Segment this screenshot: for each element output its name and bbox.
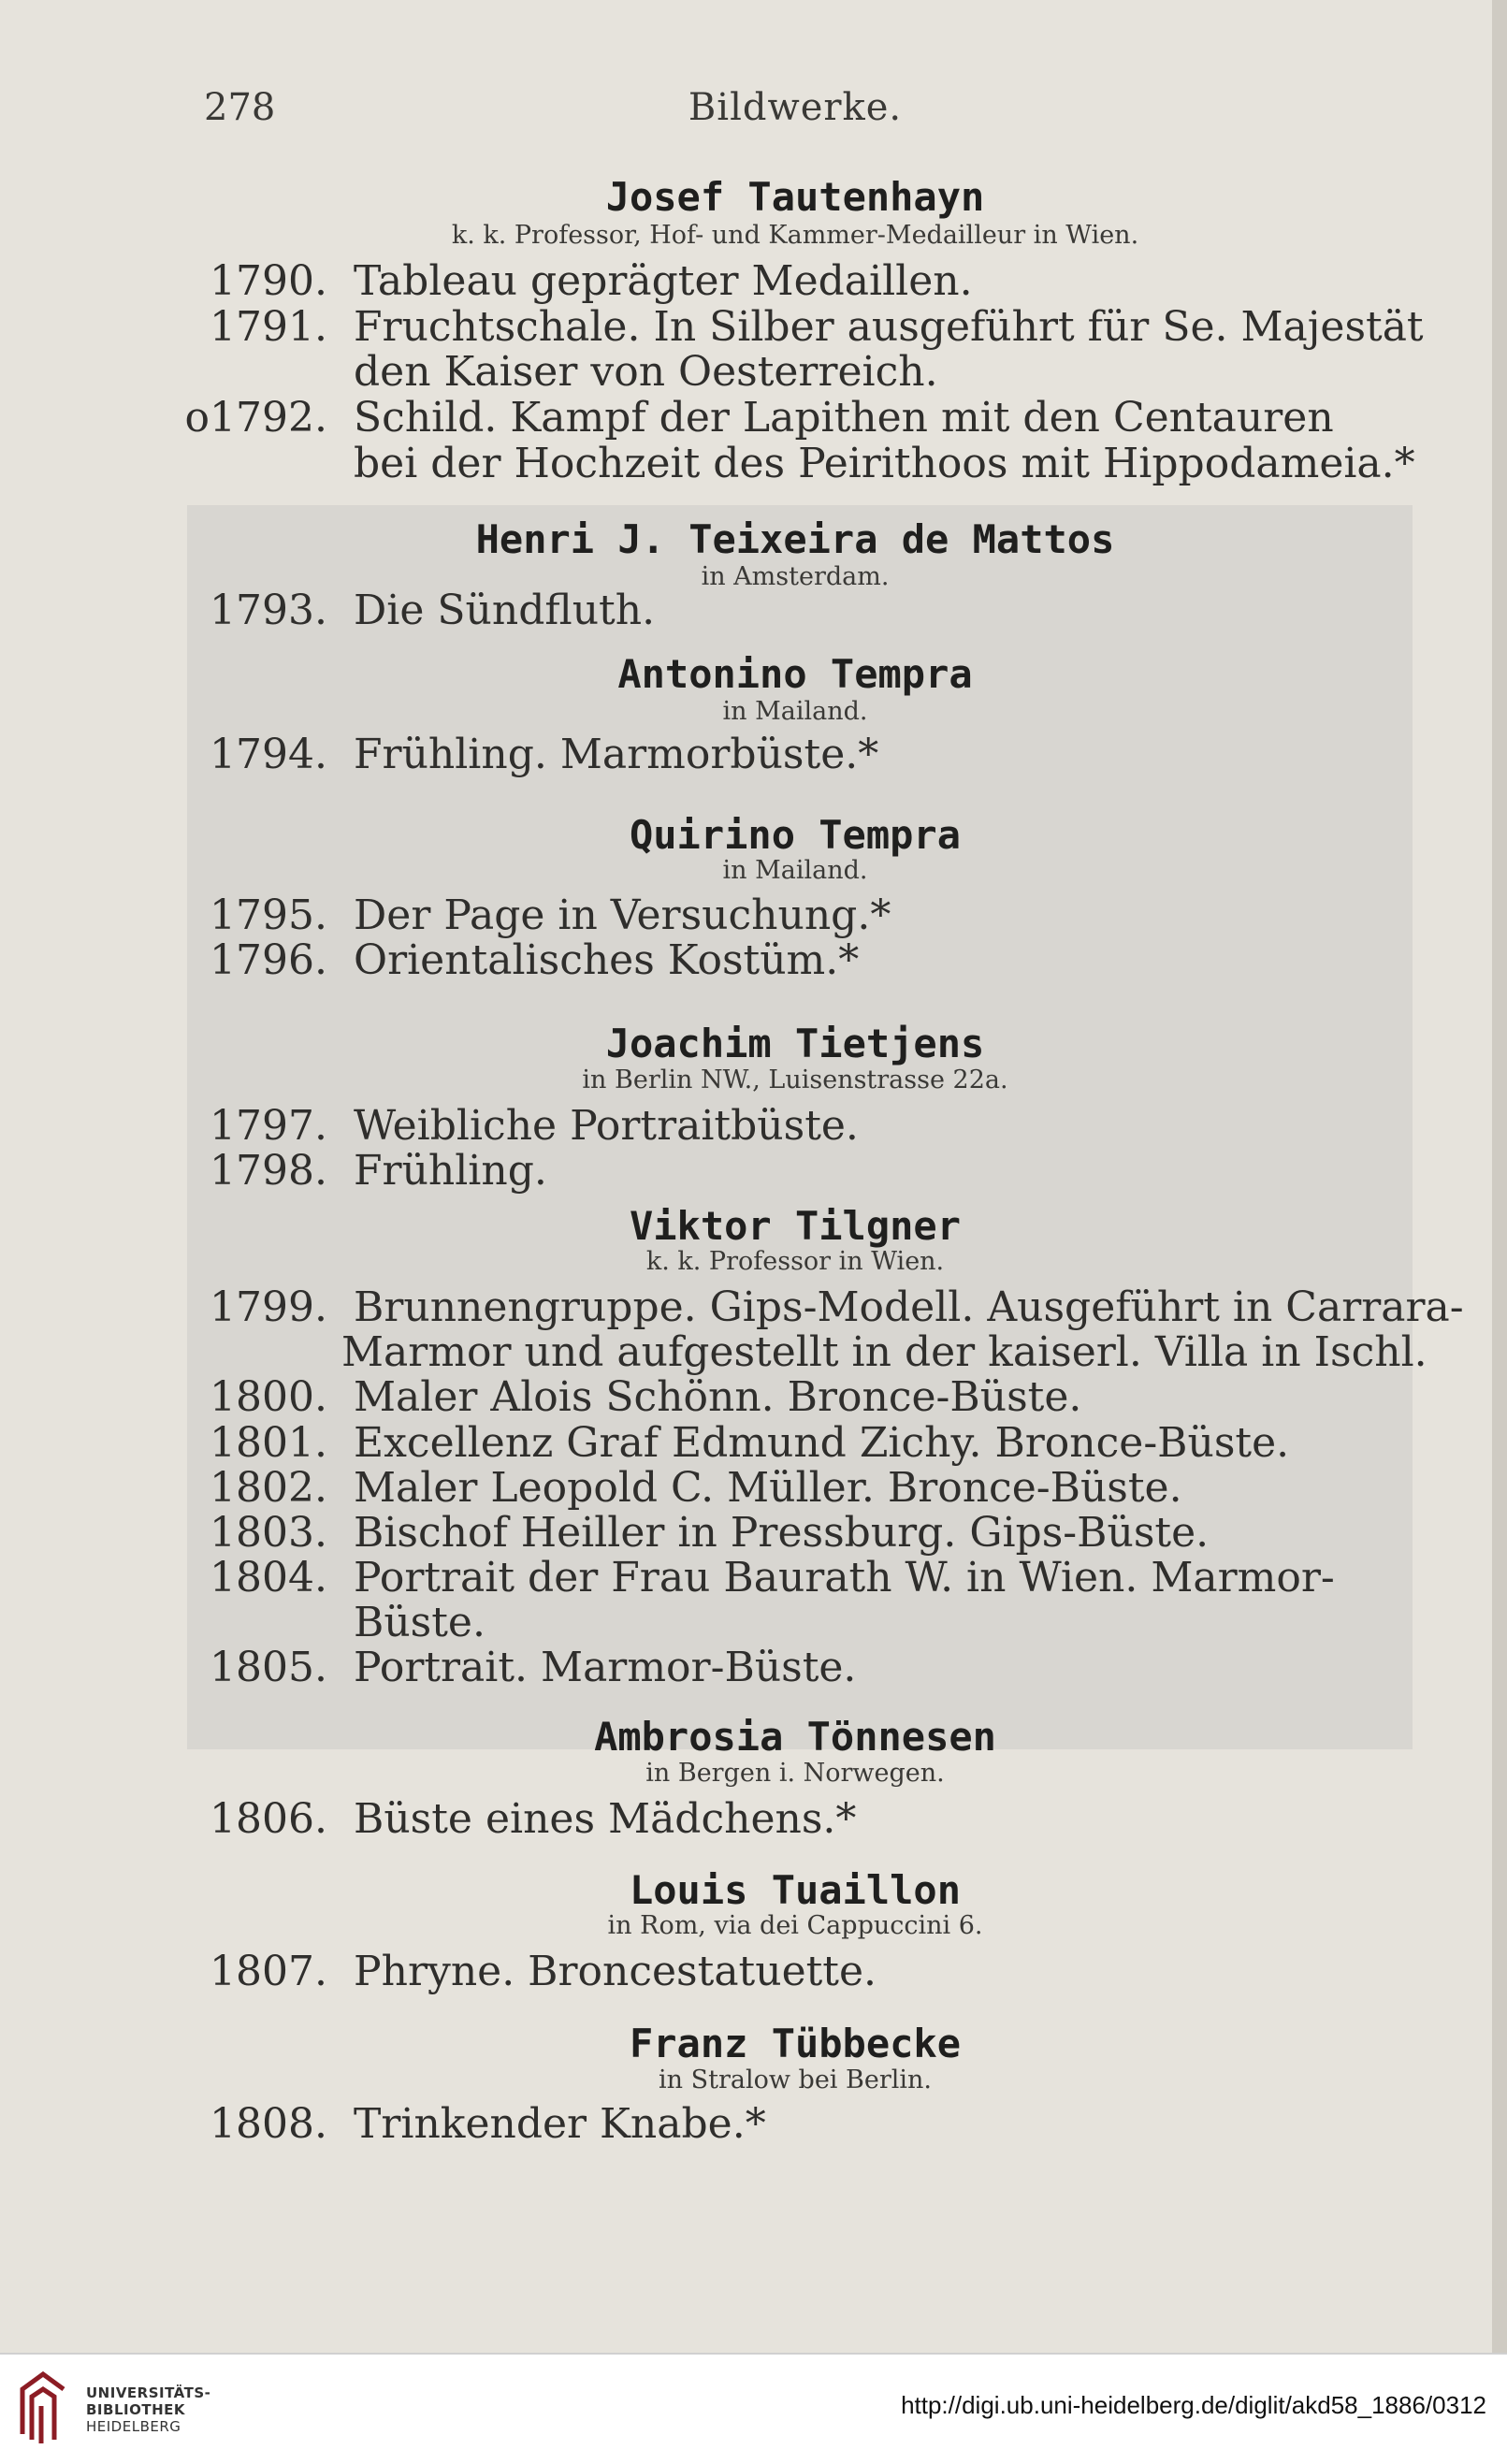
entry-number: 1790. (210, 257, 327, 305)
artist-heading: Louis Tuaillon (629, 1867, 961, 1913)
entry-text: Der Page in Versuchung.* (354, 891, 891, 939)
artist-subtitle: k. k. Professor in Wien. (645, 1247, 945, 1276)
artist-heading: Quirino Tempra (629, 812, 961, 858)
entry-number: 1803. (210, 1509, 327, 1557)
logo-line-1: UNIVERSITÄTS- (86, 2384, 211, 2401)
artist-subtitle: in Amsterdam. (701, 562, 890, 591)
running-title (0, 86, 1507, 129)
artist-heading: Henri J. Teixeira de Mattos (475, 516, 1115, 562)
running-title-text: Bildwerke. (688, 86, 903, 129)
page-gutter (1492, 0, 1507, 2353)
entry-text: Büste eines Mädchens.* (354, 1795, 857, 1843)
page-number: 278 (204, 86, 276, 129)
entry-number: 1797. (210, 1102, 327, 1150)
artist-heading: Joachim Tietjens (605, 1021, 985, 1066)
entry-number: 1808. (210, 2100, 327, 2148)
artist-heading: Josef Tautenhayn (605, 174, 985, 220)
entry-text: Schild. Kampf der Lapithen mit den Centauren (354, 394, 1334, 442)
entry-text: Bischof Heiller in Pressburg. Gips-Büste. (354, 1509, 1210, 1557)
entry-text: Maler Alois Schönn. Bronce-Büste. (354, 1373, 1082, 1421)
entry-text: Orientalisches Kostüm.* (354, 936, 860, 984)
entry-text: Maler Leopold C. Müller. Bronce-Büste. (354, 1464, 1182, 1512)
entry-number: 1804. (210, 1554, 327, 1602)
artist-subtitle: in Mailand. (722, 856, 868, 885)
entry-text: Frühling. Marmorbüste.* (354, 731, 879, 778)
entry-text: Tableau geprägter Medaillen. (354, 257, 973, 305)
entry-number: 1800. (210, 1373, 327, 1421)
entry-number: 1806. (210, 1795, 327, 1843)
entry-text: Phryne. Broncestatuette. (354, 1948, 877, 1995)
source-url-link[interactable]: http://digi.ub.uni-heidelberg.de/diglit/akd58_1886/0312 (901, 2391, 1486, 2419)
artist-subtitle: in Mailand. (722, 697, 868, 726)
entry-number: 1796. (210, 936, 327, 984)
artist-subtitle: in Rom, via dei Cappuccini 6. (607, 1911, 983, 1940)
entry-text: Die Sündfluth. (354, 587, 656, 634)
entry-number: 1793. (210, 587, 327, 634)
artist-heading: Franz Tübbecke (629, 2021, 961, 2066)
entry-number: 1795. (210, 891, 327, 939)
entry-number: 1794. (210, 731, 327, 778)
entry-number: 1791. (210, 303, 327, 351)
entry-number: 1799. (210, 1283, 327, 1331)
entry-text: Weibliche Portraitbüste. (354, 1102, 859, 1150)
entry-number: 1807. (210, 1948, 327, 1995)
entry-text: Marmor und aufgestellt in der kaiserl. Villa in Ischl. (341, 1328, 1427, 1376)
logo-line-3: HEIDELBERG (86, 2418, 181, 2435)
entry-number: 1802. (210, 1464, 327, 1512)
logo-line-2: BIBLIOTHEK (86, 2401, 185, 2418)
entry-text: bei der Hochzeit des Peirithoos mit Hippodameia.* (354, 440, 1415, 487)
library-logo-icon (17, 2369, 71, 2445)
entry-number: o1792. (184, 394, 327, 442)
entry-text: Frühling. (354, 1147, 547, 1195)
entry-text: Fruchtschale. In Silber ausgeführt für Se. Majestät (354, 303, 1424, 351)
artist-heading: Viktor Tilgner (629, 1203, 961, 1249)
artist-heading: Ambrosia Tönnesen (594, 1714, 996, 1760)
artist-subtitle: in Bergen i. Norwegen. (645, 1759, 945, 1788)
artist-heading: Antonino Tempra (617, 651, 973, 697)
entry-number: 1805. (210, 1644, 327, 1691)
entry-text: den Kaiser von Oesterreich. (354, 348, 938, 396)
artist-subtitle: in Stralow bei Berlin. (659, 2065, 932, 2094)
entry-text: Portrait der Frau Baurath W. in Wien. Marmor- (354, 1554, 1335, 1602)
entry-text: Portrait. Marmor-Büste. (354, 1644, 857, 1691)
entry-text: Brunnengruppe. Gips-Modell. Ausgeführt in Carrara- (354, 1283, 1464, 1331)
entry-text: Excellenz Graf Edmund Zichy. Bronce-Büste. (354, 1419, 1290, 1467)
artist-subtitle: k. k. Professor, Hof- und Kammer-Medailleur in Wien. (451, 221, 1139, 250)
entry-text: Trinkender Knabe.* (354, 2100, 766, 2148)
entry-text: Büste. (354, 1599, 485, 1646)
artist-subtitle: in Berlin NW., Luisenstrasse 22a. (582, 1065, 1008, 1094)
entry-number: 1801. (210, 1419, 327, 1467)
entry-number: 1798. (210, 1147, 327, 1195)
